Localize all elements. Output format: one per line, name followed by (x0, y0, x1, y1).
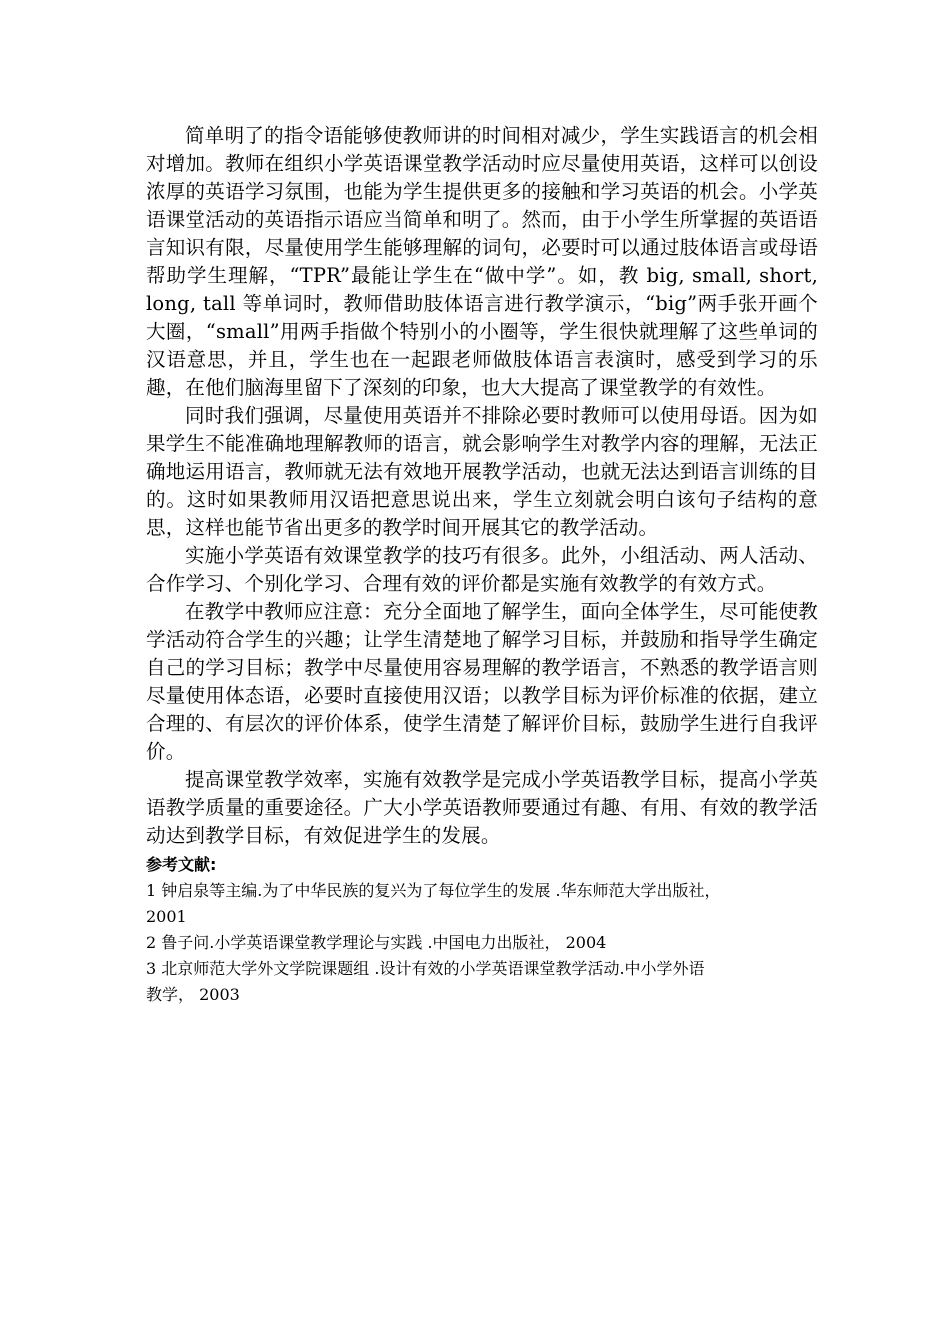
reference-item-1 (146, 878, 818, 930)
body-paragraph-1: 简单明了的指令语能够使教师讲的时间相对减少，学生实践语言的机会相对增加。教师在组织小学英语课堂教学活动时应尽量使用英语，这样可以创设浓厚的英语学习氛围，也能为学生提供更多的接触和学习英语的机会。小学英语课堂活动的英语指示语应当简单和明了。然而，由于小学生所掌握的英语语言知识有限，尽量使用学生能够理解的词句，必要时可以通过肢体语言或母语帮助学生理解，“TPR”最能让学生在“做中学”。如，教 big, small, short, long, tall 等单词时，教师借助肢体语言进行教学演示，“big”两手张开画个大圈，“small”用两手指做个特别小的小圈等，学生很快就理解了这些单词的汉语意思，并且，学生也在一起跟老师做肢体语言表演时，感受到学习的乐趣，在他们脑海里留下了深刻的印象，也大大提高了课堂教学的有效性。 (146, 124, 818, 399)
references-heading: 参考文献: (146, 855, 217, 874)
body-paragraph-2: 同时我们强调，尽量使用英语并不排除必要时教师可以使用母语。因为如果学生不能准确地理解教师的语言，就会影响学生对教学内容的理解，无法正确地运用语言，教师就无法有效地开展教学活动，也就无法达到语言训练的目的。这时如果教师用汉语把意思说出来，学生立刻就会明白该句子结构的意思，这样也能节省出更多的教学时间开展其它的教学活动。 (146, 404, 818, 539)
reference-3-year: 教学， 2003 (146, 985, 240, 1004)
reference-item-3 (146, 956, 818, 1008)
reference-3-text: 3 北京师范大学外文学院课题组 .设计有效的小学英语课堂教学活动.中小学外语 (146, 959, 705, 978)
reference-1-text: 1 钟启泉等主编.为了中华民族的复兴为了每位学生的发展 .华东师范大学出版社， (146, 881, 721, 900)
reference-1-year: 2001 (146, 907, 187, 926)
reference-2-text: 2 鲁子问.小学英语课堂教学理论与实践 .中国电力出版社， 2004 (146, 933, 607, 952)
body-paragraph-4: 在教学中教师应注意：充分全面地了解学生，面向全体学生，尽可能使教学活动符合学生的兴趣；让学生清楚地了解学习目标，并鼓励和指导学生确定自己的学习目标；教学中尽量使用容易理解的教学语言，不熟悉的教学语言则尽量使用体态语，必要时直接使用汉语；以教学目标为评价标准的依据，建立合理的、有层次的评价体系，使学生清楚了解评价目标，鼓励学生进行自我评价。 (146, 600, 818, 763)
body-paragraph-3: 实施小学英语有效课堂教学的技巧有很多。此外，小组活动、两人活动、合作学习、个别化学习、合理有效的评价都是实施有效教学的有效方式。 (146, 544, 818, 595)
body-paragraph-5: 提高课堂教学效率，实施有效教学是完成小学英语教学目标，提高小学英语教学质量的重要途径。广大小学英语教师要通过有趣、有用、有效的教学活动达到教学目标，有效促进学生的发展。 (146, 768, 818, 847)
document-page (146, 122, 818, 1008)
reference-item-2 (146, 930, 818, 956)
